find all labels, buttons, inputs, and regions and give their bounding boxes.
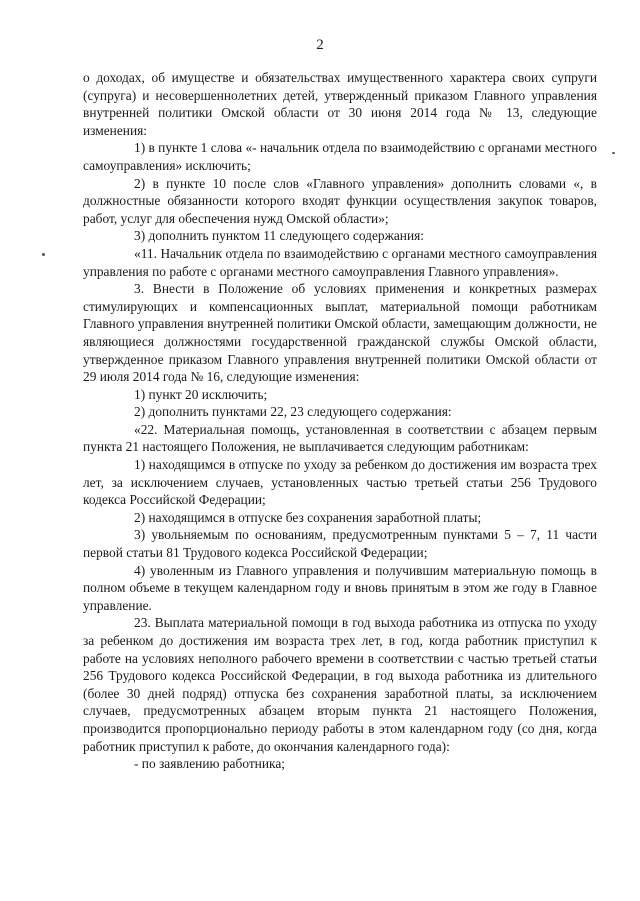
paragraph: 4) уволенным из Главного управления и получившим материальную помощь в полном объеме в текущем календарном году и вновь принятым в этом же году в Главное управление. bbox=[83, 562, 597, 613]
paragraph: 23. Выплата материальной помощи в год выхода работника из отпуска по уходу за ребенком до достижения им возраста трех лет, в год, когда работник приступил к работе на условиях неполного рабочего времени в соответствии с частью третьей статьи 256 Трудового кодекса Российской Федерации, в год выхода работника из длительного (более 30 дней подряд) отпуска без сохранения заработной платы, за исключением случаев, предусмотренных абзацем вторым пункта 21 настоящего Положения, производится пропорционально периоду работы в этом календарном году (со дня, когда работник приступил к работе, до окончания календарного года): bbox=[83, 615, 597, 754]
paragraph: 1) пункт 20 исключить; bbox=[134, 386, 268, 402]
paragraph: 3) дополнить пунктом 11 следующего содержания: bbox=[134, 228, 425, 244]
paragraph: 3) увольняемым по основаниям, предусмотренным пунктами 5 – 7, 11 части первой статьи 81 Трудового кодекса Российской Федерации; bbox=[83, 527, 597, 561]
paragraph: о доходах, об имуществе и обязательствах имущественного характера своих супруги (супруга) и несовершеннолетних детей, утвержденный приказом Главного управления внутренней политики Омской области от 30 июня 2014 года № 13, следующие изменения: bbox=[83, 70, 597, 138]
paragraph: 1) находящимся в отпуске по уходу за ребенком до достижения им возраста трех лет, за исключением случаев, установленных частью третьей статьи 256 Трудового кодекса Российской Федерации; bbox=[83, 457, 597, 508]
paragraph: 1) в пункте 1 слова «- начальник отдела по взаимодействию с органами местного самоуправления» исключить; bbox=[83, 140, 597, 173]
paragraph: 2) находящимся в отпуске без сохранения заработной платы; bbox=[134, 509, 482, 525]
scan-speck bbox=[42, 253, 45, 256]
scan-speck bbox=[612, 152, 615, 154]
paragraph: 3. Внести в Положение об условиях применения и конкретных размерах стимулирующих и компенсационных выплат, материальной помощи работникам Главного управления внутренней политики Омской области, замещающим должности, не являющиеся должностями государственной гражданской службы Омской области, утвержденное приказом Главного управления внутренней политики Омской области от 29 июля 2014 года № 16, следующие изменения: bbox=[83, 281, 597, 385]
paragraph: 2) дополнить пунктами 22, 23 следующего содержания: bbox=[134, 404, 452, 420]
paragraph: «22. Материальная помощь, установленная в соответствии с абзацем первым пункта 21 настоящего Положения, не выплачивается следующим работникам: bbox=[83, 421, 597, 455]
page-number: 2 bbox=[316, 37, 324, 53]
paragraph: 2) в пункте 10 после слов «Главного управления» дополнить словами «, в должностные обязанности которого входят функции осуществления закупок товаров, работ, услуг для обеспечения нужд Омской области»; bbox=[83, 175, 597, 226]
paragraph: «11. Начальник отдела по взаимодействию с органами местного самоуправления управления по работе с органами местного самоуправления Главного управления». bbox=[83, 245, 597, 279]
document-body bbox=[83, 69, 597, 773]
paragraph: - по заявлению работника; bbox=[134, 756, 285, 772]
